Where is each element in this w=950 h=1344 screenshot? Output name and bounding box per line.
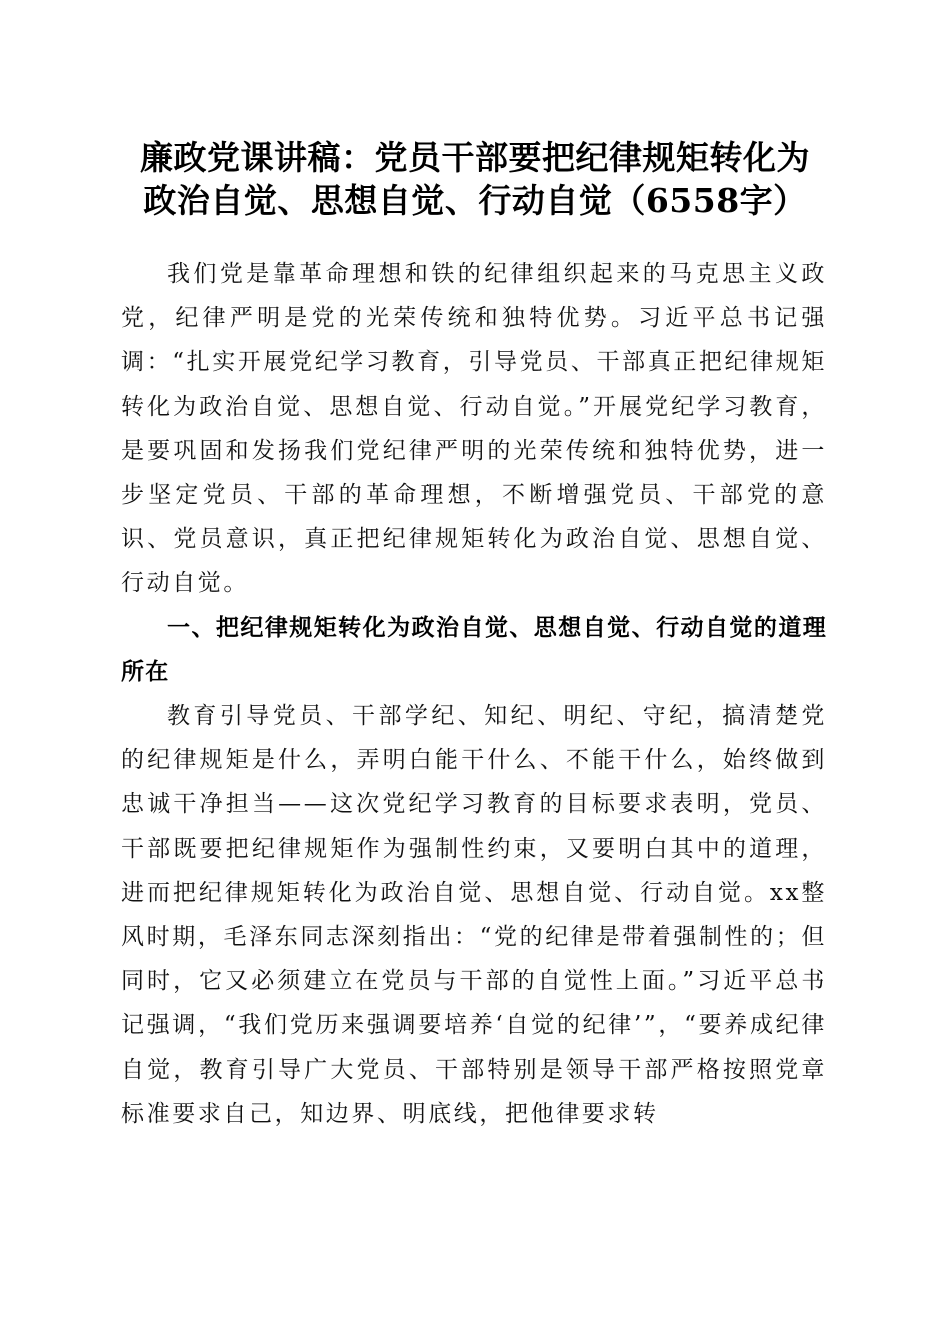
intro-paragraph: 我们党是靠革命理想和铁的纪律组织起来的马克思主义政党，纪律严明是党的光荣传统和独特优势。习近平总书记强调：“扎实开展党纪学习教育，引导党员、干部真正把纪律规矩转化为政治自觉、思想自觉、行动自觉。”开展党纪学习教育，是要巩固和发扬我们党纪律严明的光荣传统和独特优势，进一步坚定党员、干部的革命理想，不断增强党员、干部党的意识、党员意识，真正把纪律规矩转化为政治自觉、思想自觉、行动自觉。	[121, 261, 827, 597]
section-1-paragraph: 教育引导党员、干部学纪、知纪、明纪、守纪，搞清楚党的纪律规矩是什么，弄明白能干什么、不能干什么，始终做到忠诚干净担当——这次党纪学习教育的目标要求表明，党员、干部既要把纪律规矩作为强制性约束，又要明白其中的道理，进而把纪律规矩转化为政治自觉、思想自觉、行动自觉。xx整风时期，毛泽东同志深刻指出：“党的纪律是带着强制性的；但同时，它又必须建立在党员与干部的自觉性上面。”习近平总书记强调，“我们党历来强调要培养‘自觉的纪律’”，“要养成纪律自觉，教育引导广大党员、干部特别是领导干部严格按照党章标准要求自己，知边界、明底线，把他律要求转	[121, 703, 827, 1127]
document-body	[121, 252, 827, 1136]
section-heading-1: 一、把纪律规矩转化为政治自觉、思想自觉、行动自觉的道理所在	[121, 614, 827, 685]
title-line-1: 廉政党课讲稿：党员干部要把纪律规矩转化为	[140, 138, 810, 177]
document-title	[110, 136, 840, 222]
title-line-2: 政治自觉、思想自觉、行动自觉（6558字）	[143, 181, 807, 220]
